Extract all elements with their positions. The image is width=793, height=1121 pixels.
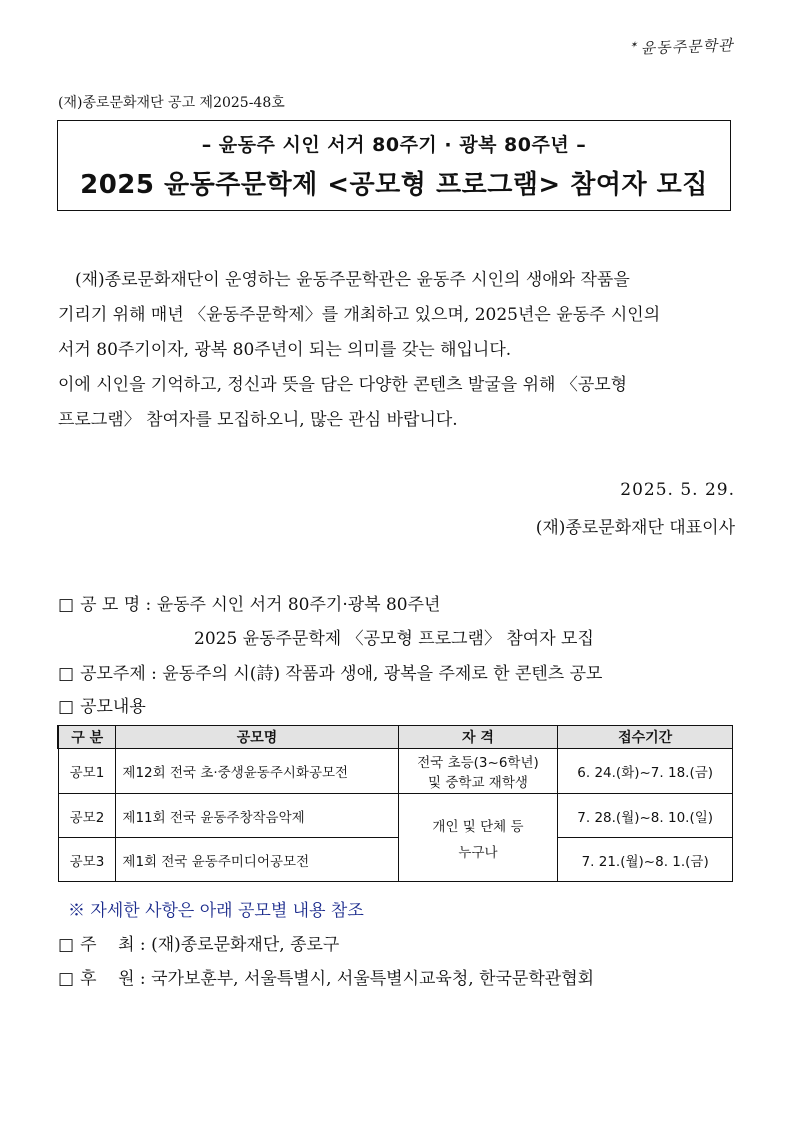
intro-line-3: 서거 80주기이자, 광복 80주년이 되는 의미를 갖는 해입니다. [58, 340, 512, 360]
checkbox-icon: □ [58, 935, 75, 955]
row-id: 공모2 [58, 794, 116, 838]
item-name-value-2: 2025 윤동주문학제 〈공모형 프로그램〉 참여자 모집 [194, 629, 594, 649]
row-contest-name: 제1회 전국 윤동주미디어공모전 [116, 838, 398, 882]
eligibility-line-1: 전국 초등(3~6학년) [417, 755, 539, 771]
row-period: 6. 24.(화)~7. 18.(금) [558, 749, 733, 794]
item-name [58, 590, 440, 615]
contest-table [57, 725, 733, 882]
intro-line-5: 프로그램〉 참여자를 모집하오니, 많은 관심 바랍니다. [58, 410, 458, 430]
item-theme-value: 윤동주의 시(詩) 작품과 생애, 광복을 주제로 한 콘텐츠 공모 [162, 664, 603, 684]
eligibility-line-2: 누구나 [458, 844, 498, 861]
header-category: 구 분 [58, 726, 116, 749]
intro-paragraph [58, 263, 734, 438]
eligibility-line-2: 및 중학교 재학생 [428, 775, 528, 791]
checkbox-icon: □ [58, 969, 75, 989]
eligibility-line-1: 개인 및 단체 등 [432, 818, 524, 835]
page-title: 2025 윤동주문학제 <공모형 프로그램> 참여자 모집 [80, 170, 708, 200]
header-contest-name: 공모명 [116, 726, 398, 749]
header-eligibility: 자 격 [398, 726, 558, 749]
logo-text: 윤동주문학관 [640, 36, 734, 58]
checkbox-icon: □ [58, 664, 75, 684]
intro-line-2: 기리기 위해 매년 〈윤동주문학제〉를 개최하고 있으며, 2025년은 윤동주 시인의 [58, 305, 661, 325]
row-contest-name: 제12회 전국 초·중생윤동주시화공모전 [116, 749, 398, 794]
announcement-date: 2025. 5. 29. [620, 480, 735, 500]
intro-line-4: 이에 시인을 기억하고, 정신과 뜻을 담은 다양한 콘텐츠 발굴을 위해 〈공모형 [58, 375, 628, 395]
item-host [58, 930, 339, 955]
item-host-label: 주 최 : [80, 935, 146, 955]
star-icon: ✶ [629, 40, 639, 51]
item-content [58, 692, 146, 717]
row-id: 공모1 [58, 749, 116, 794]
title-box [57, 120, 731, 211]
table-row [58, 838, 733, 882]
item-host-value: (재)종로문화재단, 종로구 [151, 935, 340, 955]
checkbox-icon: □ [58, 595, 75, 615]
item-sponsor [58, 964, 594, 989]
title-subtitle: – 윤동주 시인 서거 80주기 · 광복 80주년 – [201, 134, 587, 156]
issuer: (재)종로문화재단 대표이사 [535, 518, 735, 538]
table-row [58, 794, 733, 838]
row-eligibility [398, 749, 558, 794]
item-sponsor-label: 후 원 : [80, 969, 146, 989]
item-theme [58, 659, 602, 684]
row-period: 7. 21.(월)~8. 1.(금) [558, 838, 733, 882]
item-content-label: 공모내용 [80, 697, 146, 717]
intro-line-1: (재)종로문화재단이 운영하는 윤동주문학관은 윤동주 시인의 생애와 작품을 [75, 270, 630, 290]
header-period: 접수기간 [558, 726, 733, 749]
row-id: 공모3 [58, 838, 116, 882]
logo [630, 34, 734, 59]
item-name-value-1: 윤동주 시인 서거 80주기·광복 80주년 [156, 595, 441, 615]
reference-note: ※ 자세한 사항은 아래 공모별 내용 참조 [68, 901, 364, 921]
row-contest-name: 제11회 전국 윤동주창작음악제 [116, 794, 398, 838]
row-eligibility [398, 794, 558, 882]
row-period: 7. 28.(월)~8. 10.(일) [558, 794, 733, 838]
table-header-row [58, 726, 733, 749]
checkbox-icon: □ [58, 697, 75, 717]
item-name-label: 공 모 명 : [80, 595, 152, 615]
announcement-number: (재)종로문화재단 공고 제2025-48호 [58, 95, 285, 111]
item-sponsor-value: 국가보훈부, 서울특별시, 서울특별시교육청, 한국문학관협회 [151, 969, 595, 989]
item-theme-label: 공모주제 : [80, 664, 157, 684]
table-row [58, 749, 733, 794]
